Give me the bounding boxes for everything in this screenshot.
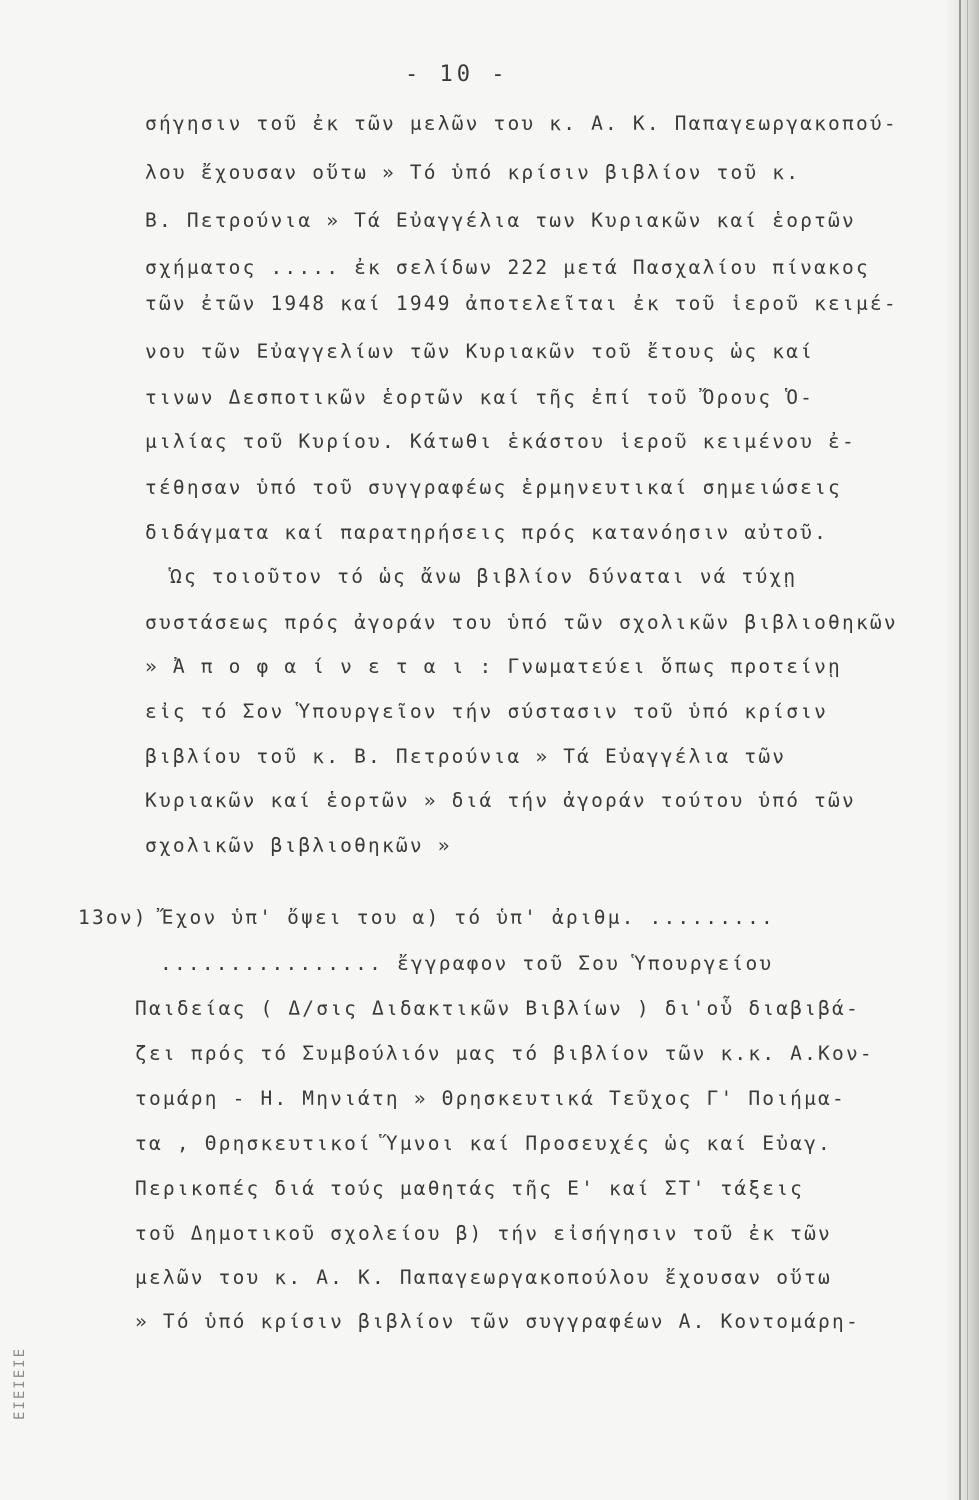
text-line: τα , Θρησκευτικοί Ὕμνοι καί Προσευχές ὡς καί Εὐαγ. xyxy=(135,1132,832,1155)
text-line: ................ ἔγγραφον τοῦ Σου Ὑπουργείου xyxy=(160,952,774,975)
text-line: ζει πρός τό Συμβούλιόν μας τό βιβλίον τῶν κ.κ. Α.Κον- xyxy=(135,1042,874,1065)
binding-edge xyxy=(945,0,979,1500)
text-line: διδάγματα καί παρατηρήσεις πρός κατανόησιν αὐτοῦ. xyxy=(145,521,829,544)
page-number: - 10 - xyxy=(405,62,509,87)
text-line: εἰς τό Σον Ὑπουργεῖον τήν σύστασιν τοῦ ὑπό κρίσιν xyxy=(145,700,829,723)
edge-line xyxy=(967,0,968,1500)
text-line: Περικοπές διά τούς μαθητάς τῆς Ε' καί ΣΤ' τάξεις xyxy=(135,1177,805,1200)
text-line: 13ον) Ἔχον ὑπ' ὄψει του α) τό ὑπ' ἀριθμ. ......... xyxy=(78,906,775,929)
edge-line xyxy=(959,0,961,1500)
text-line: τοῦ Δημοτικοῦ σχολείου β) τήν εἰσήγησιν τοῦ ἐκ τῶν xyxy=(135,1222,832,1245)
text-line: τέθησαν ὑπό τοῦ συγγραφέως ἑρμηνευτικαί σημειώσεις xyxy=(145,476,842,499)
text-line: συστάσεως πρός ἀγοράν του ὑπό τῶν σχολικῶν βιβλιοθηκῶν xyxy=(145,611,898,634)
text-line: σχολικῶν βιβλιοθηκῶν » xyxy=(145,834,452,857)
text-line: σχήματος ..... ἐκ σελίδων 222 μετά Πασχαλίου πίνακος xyxy=(145,256,870,279)
text-line: σήγησιν τοῦ ἐκ τῶν μελῶν του κ. Α. Κ. Παπαγεωργακοπού- xyxy=(145,112,898,135)
text-line: τομάρη - Η. Μηνιάτη » Θρησκευτικά Τεῦχος Γ' Ποιήμα- xyxy=(135,1087,846,1110)
text-line: Παιδείας ( Δ/σις Διδακτικῶν Βιβλίων ) δι'οὗ διαβιβά- xyxy=(135,997,860,1020)
text-line: » Ἀ π ο φ α ί ν ε τ α ι : Γνωματεύει ὅπως προτείνῃ xyxy=(145,655,842,678)
text-line: βιβλίου τοῦ κ. Β. Πετρούνια » Τά Εὐαγγέλια τῶν xyxy=(145,745,787,768)
text-line: » Τό ὑπό κρίσιν βιβλίον τῶν συγγραφέων Α. Κοντομάρη- xyxy=(135,1310,860,1333)
text-line: μελῶν του κ. Α. Κ. Παπαγεωργακοπούλου ἔχουσαν οὕτω xyxy=(135,1266,832,1289)
text-line: τῶν ἐτῶν 1948 καί 1949 ἀποτελεῖται ἐκ τοῦ ἱεροῦ κειμέ- xyxy=(145,292,898,315)
margin-mark: ΕΙΕΙΕΙΕ xyxy=(12,1346,28,1420)
text-line: Β. Πετρούνια » Τά Εὐαγγέλια των Κυριακῶν καί ἑορτῶν xyxy=(145,209,856,232)
text-line: Κυριακῶν καί ἑορτῶν » διά τήν ἀγοράν τούτου ὑπό τῶν xyxy=(145,789,856,812)
text-line: λου ἔχουσαν οὕτω » Τό ὑπό κρίσιν βιβλίον τοῦ κ. xyxy=(145,161,801,184)
text-line: μιλίας τοῦ Κυρίου. Κάτωθι ἑκάστου ἱεροῦ κειμένου ἐ- xyxy=(145,430,856,453)
text-line: τινων Δεσποτικῶν ἑορτῶν καί τῆς ἐπί τοῦ Ὄρους Ὁ- xyxy=(145,386,815,409)
text-line: Ὡς τοιοῦτον τό ὡς ἄνω βιβλίον δύναται νά τύχῃ xyxy=(170,565,798,588)
text-line: νου τῶν Εὐαγγελίων τῶν Κυριακῶν τοῦ ἔτους ὡς καί xyxy=(145,340,815,363)
